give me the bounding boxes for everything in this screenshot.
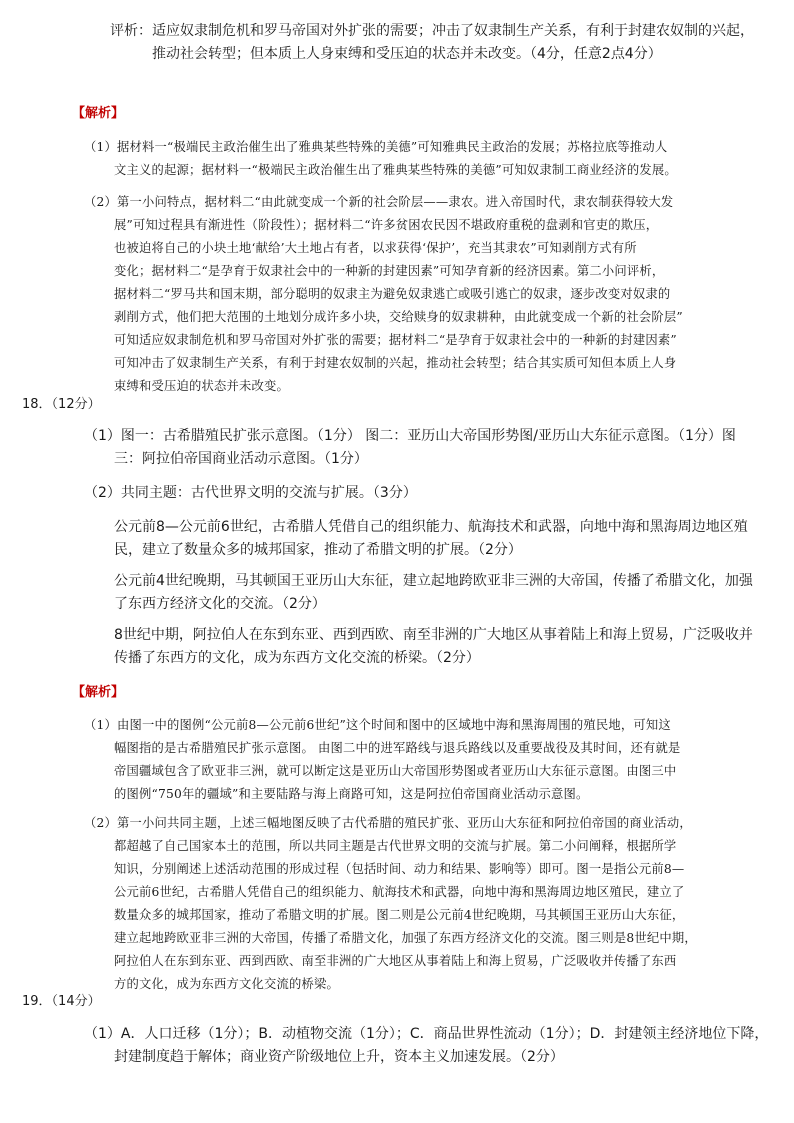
text-line: 阿拉伯人在东到东亚、西到西欧、南至非洲的广大地区从事着陆上和海上贸易，广泛吸收并传播了东西	[114, 954, 677, 968]
text-line: 幅图指的是古希腊殖民扩张示意图。 由图二中的进军路线与退兵路线以及重要战役及其时间，还有就是	[114, 741, 681, 755]
text-line: 束缚和受压迫的状态并未改变。	[114, 379, 289, 393]
q18-answer-5	[114, 624, 753, 670]
text-line: 民，建立了数量众多的城邦国家，推动了希腊文明的扩展。（2分）	[114, 542, 522, 558]
text-line: 知识，分别阐述上述活动范围的形成过程（包括时间、动力和结果、影响等）即可。图一是指公元前8—	[114, 862, 685, 876]
text-line: 推动社会转型；但本质上人身束缚和受压迫的状态并未改变。（4分，任意2点4分）	[152, 46, 662, 62]
text-line: 方的文化，成为东西方文化交流的桥梁。	[114, 977, 339, 991]
text-line: 文主义的起源；据材料一“极端民主政治催生出了雅典某些特殊的美德”可知奴隶制工商业经济的发展。	[114, 163, 677, 177]
analysis-18-part-1	[84, 714, 680, 806]
text-line: 数量众多的城邦国家，推动了希腊文明的扩展。图二则是公元前4世纪晚期，马其顿国王亚历山大东征，	[114, 908, 685, 922]
text-line: 8世纪中期，阿拉伯人在东到东亚、西到西欧、南至非洲的广大地区从事着陆上和海上贸易，广泛吸收并	[114, 627, 753, 643]
analysis-17-part-1	[84, 136, 677, 182]
text-line: 封建制度趋于解体；商业资产阶级地位上升，资本主义加速发展。（2分）	[114, 1049, 564, 1065]
text-line: 评析：适应奴隶制危机和罗马帝国对外扩张的需要；冲击了奴隶制生产关系，有利于封建农奴制的兴起，	[110, 23, 754, 39]
text-line: （1）A．人口迁移（1分）；B．动植物交流（1分）；C．商品世界性流动（1分）；D．封建领主经济地位下降，	[84, 1026, 769, 1042]
text-line: 公元前6世纪，古希腊人凭借自己的组织能力、航海技术和武器，向地中海和黑海周边地区殖民，建立了	[114, 885, 685, 899]
text-line: 公元前8—公元前6世纪，古希腊人凭借自己的组织能力、航海技术和武器，向地中海和黑海周边地区殖	[114, 519, 748, 535]
text-line: 建立起地跨欧亚非三洲的大帝国，传播了希腊文化，加强了东西方经济文化的交流。图三则是8世纪中期，	[114, 931, 697, 945]
text-line: 都超越了自己国家本土的范围，所以共同主题是古代世界文明的交流与扩展。第二小问阐释，根据所学	[114, 839, 677, 853]
text-line: 也被迫将自己的小块土地‘献给’大土地占有者，以求获得‘保护’，充当其隶农”可知剥削方式有所	[114, 241, 637, 255]
text-line: 变化；据材料二“是孕育于奴隶社会中的一种新的封建因素”可知孕育新的经济因素。第二小问评析，	[114, 264, 665, 278]
text-line: 的图例“750年的疆域”和主要陆路与海上商路可知，这是阿拉伯帝国商业活动示意图。	[114, 787, 589, 801]
text-line: 三：阿拉伯帝国商业活动示意图。（1分）	[114, 451, 368, 467]
text-line: （1）图一：古希腊殖民扩张示意图。（1分） 图二：亚历山大帝国形势图/亚历山大东征示意图。（1分）图	[84, 428, 736, 444]
analysis-label: 【解析】	[72, 685, 125, 700]
text-line: 公元前4世纪晚期，马其顿国王亚历山大东征，建立起地跨欧亚非三洲的大帝国，传播了希腊文化，加强	[114, 573, 753, 589]
q18-answer-3	[114, 516, 748, 562]
question-18-header: 18．（12分）	[22, 397, 101, 412]
text-line: （1）由图一中的图例“公元前8—公元前6世纪”这个时间和图中的区域地中海和黑海周围的殖民地，可知这	[84, 718, 671, 732]
q19-answer-1	[84, 1023, 768, 1069]
text-line: 可知冲击了奴隶制生产关系，有利于封建农奴制的兴起，推动社会转型；结合其实质可知但本质上人身	[114, 356, 677, 370]
analysis-label: 【解析】	[72, 106, 125, 121]
text-line: 展”可知过程具有渐进性（阶段性）；据材料二“许多贫困农民因不堪政府重税的盘剥和官吏的欺压，	[114, 218, 659, 232]
text-line: 帝国疆域包含了欧亚非三洲，就可以断定这是亚历山大帝国形势图或者亚历山大东征示意图。由图三中	[114, 764, 677, 778]
analysis-17-part-2	[84, 191, 683, 398]
text-line: 了东西方经济文化的交流。（2分）	[114, 596, 326, 612]
question-19-header: 19．（14分）	[22, 994, 101, 1009]
text-line: （2）共同主题：古代世界文明的交流与扩展。（3分）	[84, 485, 417, 501]
text-line: 传播了东西方的文化，成为东西方文化交流的桥梁。（2分）	[114, 650, 480, 666]
evaluation-block	[110, 20, 754, 66]
text-line: （2）第一小问共同主题，上述三幅地图反映了古代希腊的殖民扩张、亚历山大东征和阿拉伯帝国的商业活动，	[84, 816, 692, 830]
analysis-18-part-2	[84, 812, 697, 996]
text-line: 可知适应奴隶制危机和罗马帝国对外扩张的需要；据材料二“是孕育于奴隶社会中的一种新的封建因素”	[114, 333, 677, 347]
text-line: 剥削方式，他们把大范围的土地划分成许多小块，交给赎身的奴隶耕种，由此就变成一个新的社会阶层”	[114, 310, 683, 324]
q18-answer-2	[84, 482, 417, 505]
text-line: （2）第一小问特点，据材料二“由此就变成一个新的社会阶层——隶农。进入帝国时代，隶农制获得较大发	[84, 195, 674, 209]
text-line: 据材料二“罗马共和国末期，部分聪明的奴隶主为避免奴隶逃亡或吸引逃亡的奴隶，逐步改变对奴隶的	[114, 287, 671, 301]
q18-answer-4	[114, 570, 753, 616]
q18-answer-1	[84, 425, 736, 471]
text-line: （1）据材料一“极端民主政治催生出了雅典某些特殊的美德”可知雅典民主政治的发展；苏格拉底等推动人	[84, 140, 668, 154]
